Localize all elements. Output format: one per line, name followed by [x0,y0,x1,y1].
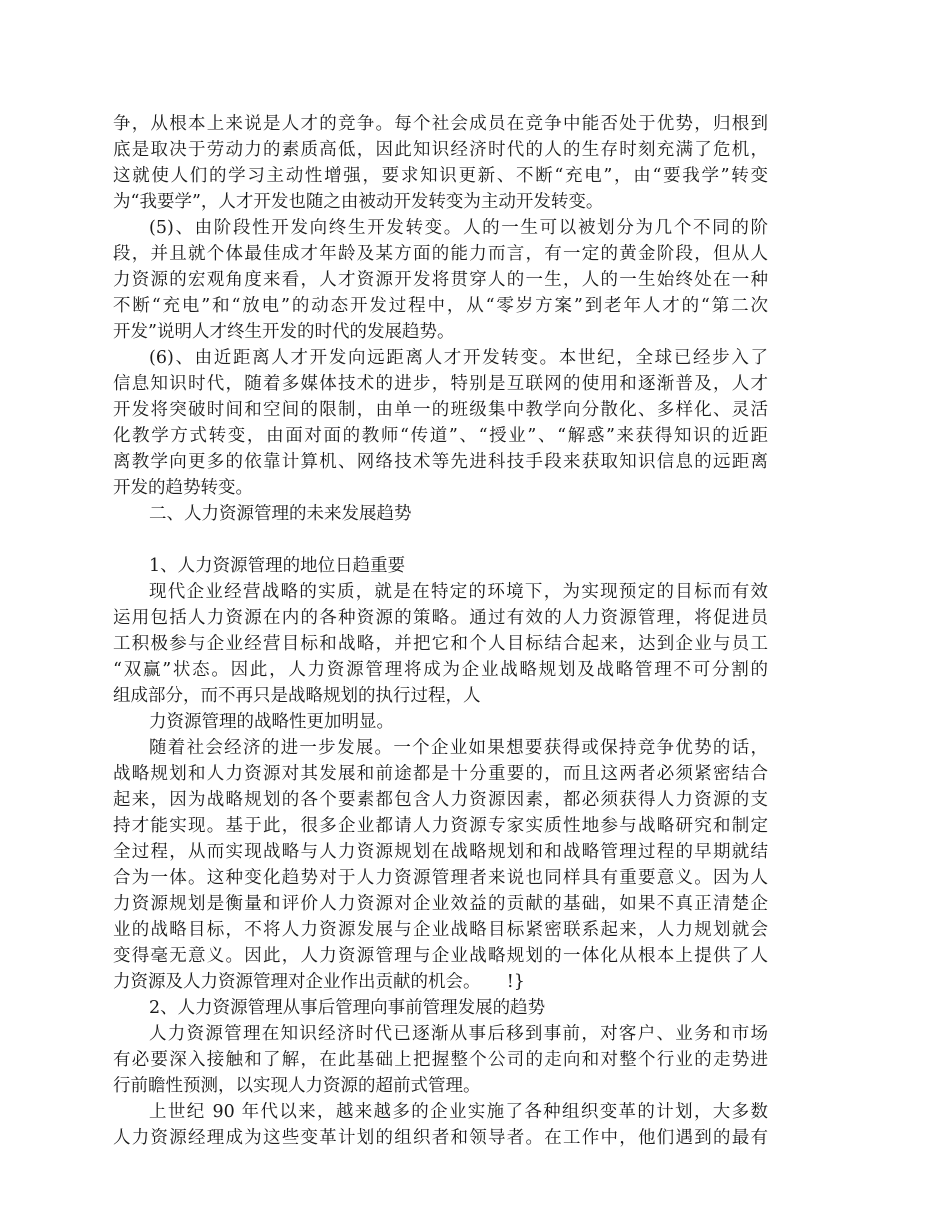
text-line: 运用包括人力资源在内的各种资源的策略。通过有效的人力资源管理，将促进员 [113,608,768,628]
text-line: 战略规划和人力资源对其发展和前途都是十分重要的，而且这两者必须紧密结合 [113,764,768,784]
text-line: 变得毫无意义。因此，人力资源管理与企业战略规划的一体化从根本上提供了人 [113,946,768,966]
text-line: 全过程，从而实现战略与人力资源规划在战略规划和和战略管理过程的早期就结 [113,842,768,862]
text-line: 为“我要学”，人才开发也随之由被动开发转变为主动开发转变。 [113,192,604,212]
text-line: 不断“充电”和“放电”的动态开发过程中，从“零岁方案”到老年人才的“第二次 [113,296,768,316]
text-line: 上世纪 90 年代以来，越来越多的企业实施了各种组织变革的计划，大多数 [149,1102,768,1122]
text-line: 这就使人们的学习主动性增强，要求知识更新、不断“充电”，由“要我学”转变 [113,166,768,186]
text-line: 化教学方式转变，由面对面的教师“传道”、“授业”、“解惑”来获得知识的近距 [113,426,768,446]
text-line: 段，并且就个体最佳成才年龄及某方面的能力而言，有一定的黄金阶段，但从人 [113,244,768,264]
text-line: 力资源规划是衡量和评价人力资源对企业效益的贡献的基础，如果不真正清楚企 [113,894,768,914]
text-line: 离教学向更多的依靠计算机、网络技术等先进科技手段来获取知识信息的远距离 [113,452,768,472]
text-line: 底是取决于劳动力的素质高低，因此知识经济时代的人的生存时刻充满了危机， [113,140,768,160]
document-page [113,111,768,1151]
text-line: (6)、由近距离人才开发向远距离人才开发转变。本世纪，全球已经步入了 [149,348,768,368]
text-line: 人力资源经理成为这些变革计划的组织者和领导者。在工作中，他们遇到的最有 [113,1128,768,1148]
text-line: 力资源及人力资源管理对企业作出贡献的机会。 !} [113,972,525,992]
text-line: (5)、由阶段性开发向终生开发转变。人的一生可以被划分为几个不同的阶 [149,218,768,238]
text-line: 二、人力资源管理的未来发展趋势 [149,504,412,524]
text-line: 开发将突破时间和空间的限制，由单一的班级集中教学向分散化、多样化、灵活 [113,400,768,420]
text-line: 工积极参与企业经营目标和战略，并把它和个人目标结合起来，达到企业与员工 [113,634,768,654]
text-line: 行前瞻性预测，以实现人力资源的超前式管理。 [113,1076,481,1096]
text-line: 开发”说明人才终生开发的时代的发展趋势。 [113,322,455,342]
text-line: 1、人力资源管理的地位日趋重要 [149,556,406,576]
text-line: 随着社会经济的进一步发展。一个企业如果想要获得或保持竞争优势的话， [149,738,768,758]
blank-line [113,527,768,553]
text-line: 起来，因为战略规划的各个要素都包含人力资源因素，都必须获得人力资源的支 [113,790,768,810]
text-line: 持才能实现。基于此，很多企业都请人力资源专家实质性地参与战略研究和制定 [113,816,768,836]
text-line: 人力资源管理在知识经济时代已逐渐从事后移到事前，对客户、业务和市场 [149,1024,768,1044]
text-line: 信息知识时代，随着多媒体技术的进步，特别是互联网的使用和逐渐普及，人才 [113,374,768,394]
text-line: 合为一体。这种变化趋势对于人力资源管理者来说也同样具有重要意义。因为人 [113,868,768,888]
text-line: 有必要深入接触和了解，在此基础上把握整个公司的走向和对整个行业的走势进 [113,1050,768,1070]
text-line: 2、人力资源管理从事后管理向事前管理发展的趋势 [149,998,546,1018]
text-line: 争，从根本上来说是人才的竞争。每个社会成员在竞争中能否处于优势，归根到 [113,114,768,134]
text-line: 组成部分，而不再只是战略规划的执行过程，人 [113,686,481,706]
text-line: “双赢”状态。因此，人力资源管理将成为企业战略规划及战略管理不可分割的 [113,660,768,680]
text-line: 力资源管理的战略性更加明显。 [149,712,394,732]
text-line: 力资源的宏观角度来看，人才资源开发将贯穿人的一生，人的一生始终处在一种 [113,270,768,290]
text-line: 现代企业经营战略的实质，就是在特定的环境下，为实现预定的目标而有效 [149,582,768,602]
text-line: 业的战略目标，不将人力资源发展与企业战略目标紧密联系起来，人力规划就会 [113,920,768,940]
text-line: 开发的趋势转变。 [113,478,253,498]
